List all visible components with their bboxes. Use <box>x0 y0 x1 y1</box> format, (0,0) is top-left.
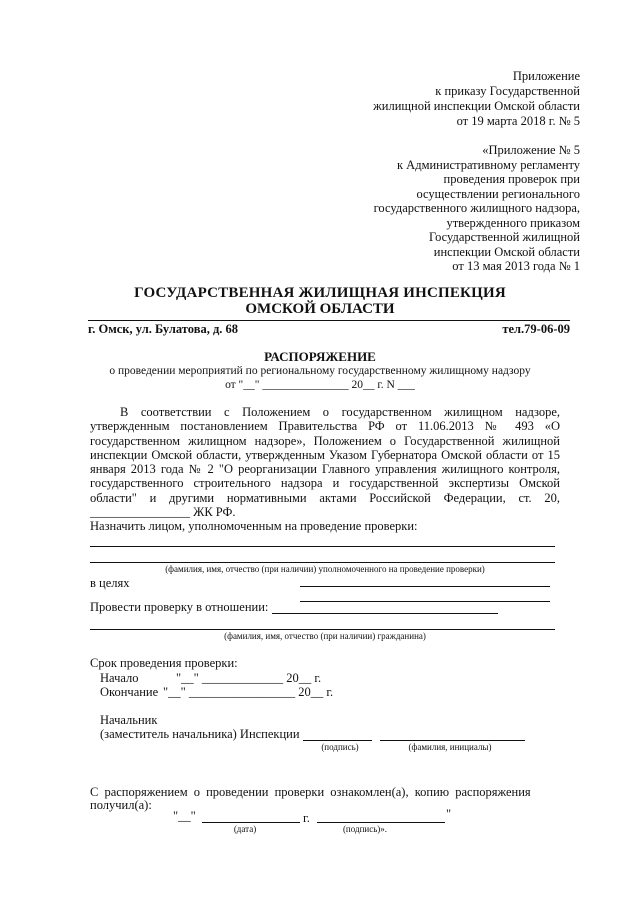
acknowledge-year-suffix: г. <box>303 811 310 825</box>
inspect-label: Провести проверку в отношении: <box>90 600 269 614</box>
acknowledge-sign-caption: (подпись)». <box>342 824 388 834</box>
org-phone: тел.79-06-09 <box>502 322 570 336</box>
acknowledge-text-line-2: получил(а): <box>90 798 152 812</box>
appendix5-line-5: государственного жилищного надзора, <box>373 201 580 215</box>
appendix5-line-4: осуществлении регионального <box>416 187 580 201</box>
appendix5-line-3: проведения проверок при <box>443 172 580 186</box>
order-body-paragraph: В соответствии с Положением о государственном жилищном надзоре, утвержденным постановлением Правительства РФ от 11.06.2013 № 493 «О государственном жилищном надзоре», Положением о Государственной жилищной инспекции Омской области, утвержденным Указом Губернатора Омской области от 15 января 2013 года № 2 "О реорганизации Главного управления жилищного контроля, государственного строительного надзора и государственной экспертизы Омской области" и другими нормативными актами Российской Федерации, ст. 20, ________________ ЖК РФ. <box>90 405 560 520</box>
signature-name-caption: (фамилия, инициалы) <box>408 742 492 752</box>
inspect-line-2[interactable] <box>90 629 555 630</box>
end-label: Окончание <box>100 685 159 699</box>
acknowledge-close-quote: " <box>446 807 452 821</box>
appendix5-line-2: к Административному регламенту <box>396 158 580 172</box>
appendix-line-4: от 19 марта 2018 г. № 5 <box>456 114 580 128</box>
org-title-line-1: ГОСУДАРСТВЕННАЯ ЖИЛИЩНАЯ ИНСПЕКЦИЯ <box>134 285 506 301</box>
head-line-1: Начальник <box>100 713 158 727</box>
appendix5-line-7: Государственной жилищной <box>428 230 580 244</box>
signature-name-line[interactable] <box>380 740 525 741</box>
assign-label: Назначить лицом, уполномоченным на проведение проверки: <box>90 519 418 533</box>
order-title: РАСПОРЯЖЕНИЕ <box>264 349 376 364</box>
assign-line-1[interactable] <box>90 546 555 547</box>
org-address: г. Омск, ул. Булатова, д. 68 <box>88 322 239 336</box>
period-label: Срок проведения проверки: <box>90 656 238 670</box>
signature-sign-caption: (подпись) <box>321 742 359 752</box>
purpose-line-1[interactable] <box>300 586 550 587</box>
assign-caption: (фамилия, имя, отчество (при наличии) уполномоченного на проведение проверки) <box>165 564 485 574</box>
appendix-line-1: Приложение <box>512 69 580 83</box>
inspect-caption: (фамилия, имя, отчество (при наличии) гражданина) <box>224 631 426 641</box>
appendix5-line-9: от 13 мая 2013 года № 1 <box>452 259 580 273</box>
appendix-line-3: жилищной инспекции Омской области <box>373 99 580 113</box>
org-title-line-2: ОМСКОЙ ОБЛАСТИ <box>245 301 395 317</box>
end-value[interactable]: "__" _________________ 20__ г. <box>163 685 334 699</box>
head-line-2: (заместитель начальника) Инспекции <box>100 727 300 741</box>
purpose-label: в целях <box>90 576 130 590</box>
acknowledge-text-line-1: С распоряжением о проведении проверки ознакомлен(а), копию распоряжения <box>90 785 531 799</box>
signature-sign-line[interactable] <box>303 740 372 741</box>
appendix5-line-8: инспекции Омской области <box>433 245 580 259</box>
acknowledge-date-value[interactable]: "__" <box>173 809 196 823</box>
acknowledge-date-line[interactable] <box>202 822 300 823</box>
acknowledge-sign-line[interactable] <box>317 822 445 823</box>
appendix-line-2: к приказу Государственной <box>435 84 580 98</box>
assign-line-2[interactable] <box>90 562 555 563</box>
order-date-line: от "__" _______________ 20__ г. N ___ <box>225 379 415 391</box>
start-label: Начало <box>100 671 139 685</box>
appendix5-line-1: «Приложение № 5 <box>482 143 580 157</box>
start-value[interactable]: "__" _____________ 20__ г. <box>176 671 322 685</box>
org-header-rule <box>88 320 570 321</box>
inspect-line-1[interactable] <box>272 613 498 614</box>
purpose-line-2[interactable] <box>300 601 550 602</box>
appendix5-line-6: утвержденного приказом <box>446 216 580 230</box>
order-subtitle: о проведении мероприятий по региональному государственному жилищному надзору <box>109 365 531 377</box>
acknowledge-date-caption: (дата) <box>233 824 257 834</box>
